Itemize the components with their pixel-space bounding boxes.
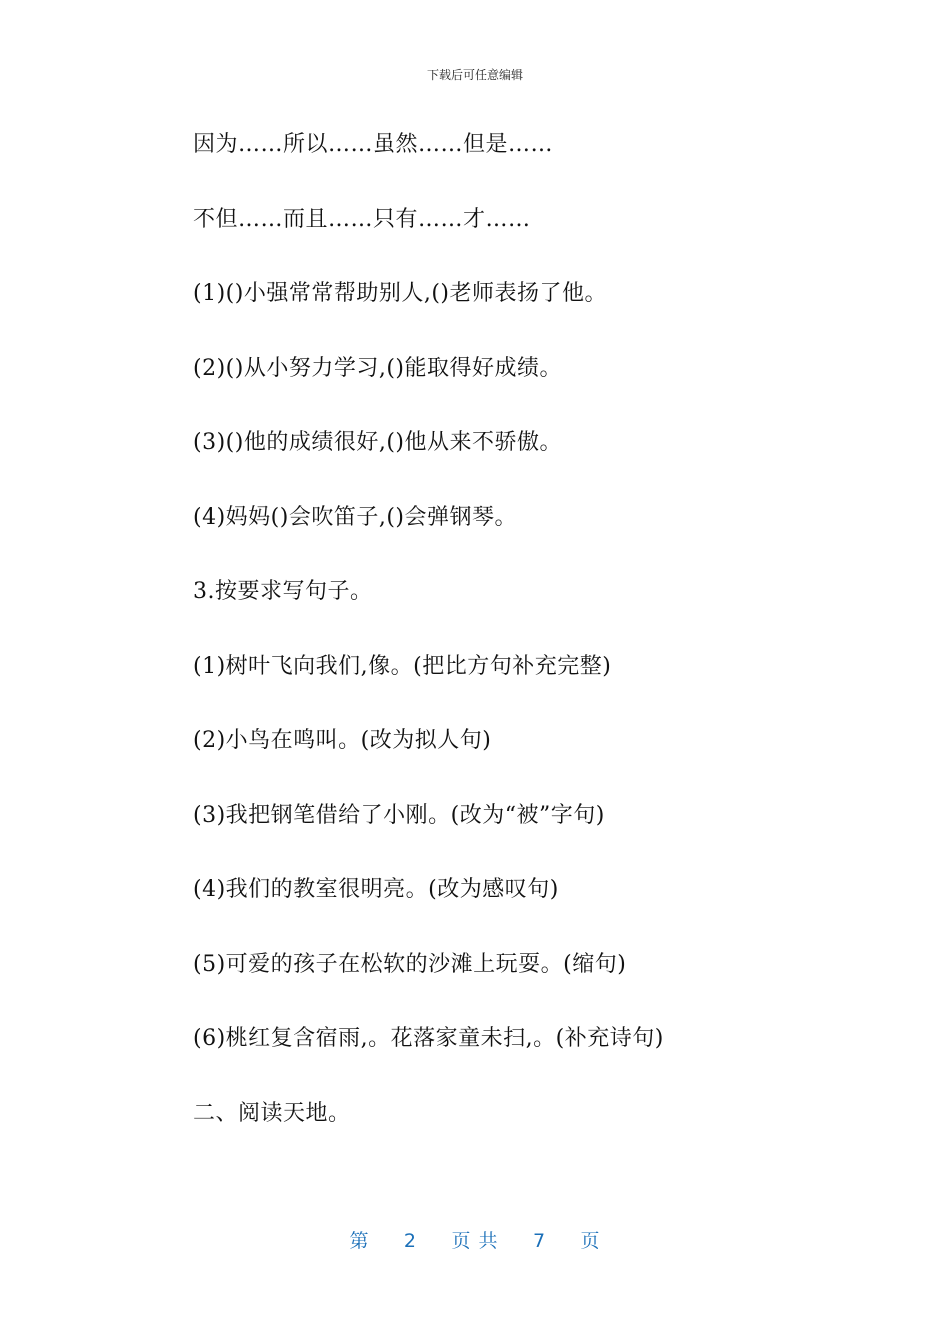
document-body — [193, 128, 833, 1171]
page-prefix: 第 — [349, 1230, 370, 1252]
page-footer — [0, 1226, 950, 1253]
sentence-task-6: (6)桃红复含宿雨,。花落家童未扫,。(补充诗句) — [193, 1026, 664, 1051]
sentence-task-3: (3)我把钢笔借给了小刚。(改为“被”字句) — [193, 802, 605, 828]
exercise-item-3: (3)()他的成绩很好,()他从来不骄傲。 — [193, 430, 562, 455]
exercise-item-1: (1)()小强常常帮助别人,()老师表扬了他。 — [193, 281, 607, 306]
page-suffix: 页 — [580, 1230, 601, 1252]
header-note: 下载后可任意编辑 — [426, 68, 523, 82]
conjunction-options-line-2: 不但……而且……只有……才…… — [193, 206, 531, 232]
sentence-task-1: (1)树叶飞向我们,像。(把比方句补充完整) — [193, 653, 612, 679]
page-current: 2 — [403, 1230, 418, 1252]
conjunction-options-line-1: 因为……所以……虽然……但是…… — [193, 132, 554, 157]
sentence-task-4: (4)我们的教室很明亮。(改为感叹句) — [193, 877, 559, 902]
page-mid: 页 共 — [451, 1230, 499, 1252]
section-heading-reading: 二、阅读天地。 — [193, 1100, 351, 1126]
section-heading-3: 3.按要求写句子。 — [193, 579, 373, 604]
exercise-item-4: (4)妈妈()会吹笛子,()会弹钢琴。 — [193, 504, 517, 530]
sentence-task-5: (5)可爱的孩子在松软的沙滩上玩耍。(缩句) — [193, 951, 627, 977]
page-total: 7 — [532, 1230, 547, 1252]
sentence-task-2: (2)小鸟在鸣叫。(改为拟人句) — [193, 728, 492, 753]
exercise-item-2: (2)()从小努力学习,()能取得好成绩。 — [193, 355, 562, 381]
